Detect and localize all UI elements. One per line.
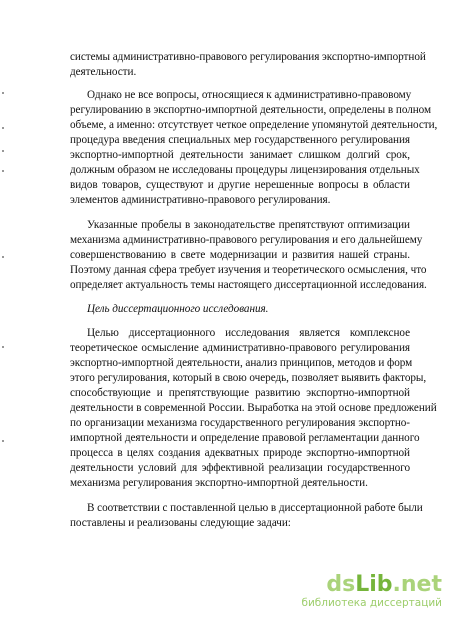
text-line: этого регулирования, который в свою очередь, позволяет выявить факторы, — [70, 372, 427, 384]
text-line: экспортно-импортной деятельности занимает слишком долгий срок, — [70, 149, 410, 161]
text-line: Целью диссертационного исследования является комплексное — [87, 327, 410, 339]
watermark-logo-net: .net — [392, 572, 442, 597]
text-line: поставлены и реализованы следующие задачи: — [70, 517, 291, 529]
watermark-logo — [326, 573, 442, 597]
text-line: элементов административно-правового регулирования. — [70, 194, 331, 206]
text-line: процесса в целях создания адекватных природе экспортно-импортной — [70, 447, 410, 459]
text-line: совершенствованию в свете модернизации и развития нашей страны. — [70, 249, 410, 261]
scan-margin-marks — [2, 0, 12, 618]
scan-speck — [2, 92, 4, 94]
text-line: импортной деятельности и определение правовой регламентации данного — [70, 432, 420, 444]
scan-speck — [2, 346, 4, 348]
text-line: определяет актуальность темы настоящего диссертационной исследования. — [70, 279, 427, 291]
scan-speck — [2, 150, 4, 152]
text-line: Поэтому данная сфера требует изучения и теоретического осмысления, что — [70, 264, 427, 276]
watermark-subtitle: библиотека диссертаций — [301, 597, 442, 609]
text-line: В соответствии с поставленной целью в диссертационной работе были — [87, 502, 423, 514]
text-line: объеме, а именно: отсутствует четкое определение упомянутой деятельности, — [70, 119, 438, 131]
scan-speck — [2, 256, 4, 258]
text-line: экспортно-импортной деятельности, анализ принципов, методов и форм — [70, 357, 413, 369]
watermark-logo-lib: Lib — [355, 572, 393, 597]
text-line: системы административно-правового регулирования экспортно-импортной — [70, 51, 426, 63]
text-line: Цель диссертационного исследования. — [87, 303, 269, 315]
text-line: теоретическое осмысление административно-правового регулирования — [70, 342, 410, 354]
text-line: механизма регулирования экспортно-импортной деятельности. — [70, 477, 368, 489]
text-line: Однако не все вопросы, относящиеся к административно-правовому — [87, 89, 412, 101]
text-line: способствующие и препятствующие развитию экспортно-импортной — [70, 387, 410, 399]
text-line: механизма административно-правового регулирования и его дальнейшему — [70, 234, 423, 246]
text-line: регулированию в экспортно-импортной деятельности, определены в полном — [70, 104, 432, 116]
scan-speck — [2, 170, 4, 172]
text-line: должным образом не исследованы процедуры лицензирования отдельных — [70, 164, 420, 176]
dslib-watermark — [262, 573, 448, 613]
watermark-logo-ds: ds — [326, 572, 356, 597]
text-line: видов товаров, существуют и другие нерешенные вопросы в области — [70, 179, 410, 191]
scan-speck — [2, 440, 4, 442]
text-line: процедура введения специальных мер государственного регулирования — [70, 134, 410, 146]
text-line: деятельности в современной России. Выработка на этой основе предложений — [70, 402, 437, 414]
scan-speck — [2, 127, 4, 129]
text-line: Указанные пробелы в законодательстве препятствуют оптимизации — [87, 219, 410, 231]
text-line: деятельности условий для эффективной реализации государственного — [70, 462, 410, 474]
text-line: по организации механизма государственного регулирования экспортно- — [70, 417, 410, 429]
text-line: деятельности. — [70, 66, 137, 78]
